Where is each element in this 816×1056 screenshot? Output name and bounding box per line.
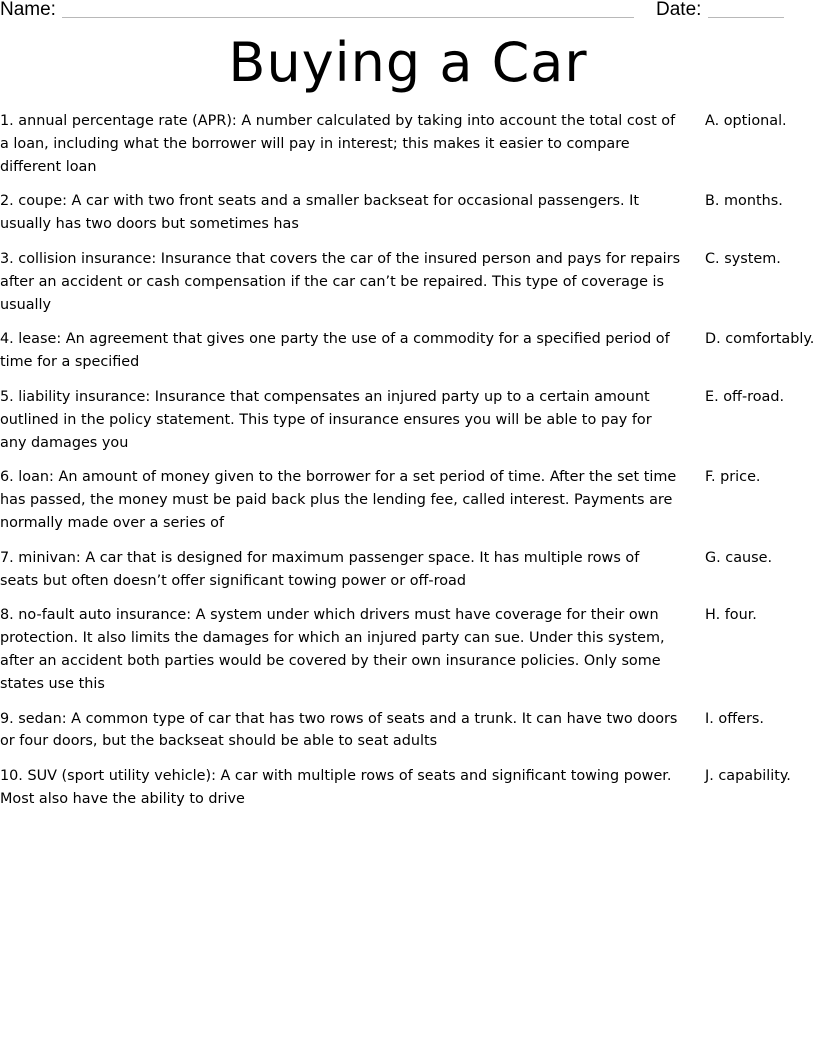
answer-choice: A. optional.	[705, 113, 787, 129]
answer-choice: J. capability.	[705, 768, 791, 785]
matching-row-1	[0, 110, 816, 178]
answer-choice: C. system.	[705, 250, 781, 267]
matching-row-9	[0, 708, 816, 754]
term-definition: 10. SUV (sport utility vehicle): A car with multiple rows of seats and significant towing power. Most also have the ability to drive	[0, 768, 672, 807]
answer-choice: H. four.	[705, 607, 757, 624]
term-definition: 6. loan: An amount of money given to the borrower for a set period of time. After the set time has passed, the money must be paid back plus the lending fee, called interest. Payments are normally made over a series of	[0, 469, 677, 531]
matching-row-10	[0, 765, 816, 811]
name-label: Name:	[0, 0, 56, 20]
matching-row-3	[0, 248, 816, 316]
matching-row-2	[0, 190, 816, 236]
answer-choice: G. cause.	[705, 549, 773, 566]
answer-choice: B. months.	[705, 193, 783, 210]
answer-choice: F. price.	[705, 469, 761, 486]
term-definition: 1. annual percentage rate (APR): A number calculated by taking into account the total cost of a loan, including what the borrower will pay in interest; this makes it easier to compare different loan	[0, 113, 676, 175]
term-definition: 5. liability insurance: Insurance that compensates an injured party up to a certain amount outlined in the policy statement. This type of insurance ensures you will be able to pay for any damages you	[0, 388, 652, 451]
answer-choice: D. comfortably.	[705, 331, 815, 348]
matching-row-5	[0, 386, 816, 454]
matching-row-7	[0, 547, 816, 593]
worksheet-header	[0, 0, 816, 24]
term-definition: 2. coupe: A car with two front seats and a smaller backseat for occasional passengers. It usually has two doors but sometimes has	[0, 193, 640, 233]
term-definition: 9. sedan: A common type of car that has two rows of seats and a trunk. It can have two doors or four doors, but the backseat should be able to seat adults	[0, 710, 678, 750]
date-blank-line[interactable]	[708, 17, 784, 18]
answer-choice: E. off-road.	[705, 388, 785, 405]
answer-choice: I. offers.	[705, 710, 764, 727]
matching-row-8	[0, 604, 816, 695]
matching-row-4	[0, 328, 816, 374]
term-definition: 8. no-fault auto insurance: A system under which drivers must have coverage for their own protection. It also limits the damages for which an injured party can sue. Under this system, after an accident both parties would be covered by their own insurance policies. Only some states use this	[0, 607, 665, 692]
term-definition: 4. lease: An agreement that gives one party the use of a commodity for a specified period of time for a specified	[0, 331, 670, 371]
name-blank-line[interactable]	[62, 17, 634, 18]
matching-list	[0, 110, 816, 823]
matching-row-6	[0, 466, 816, 534]
term-definition: 7. minivan: A car that is designed for maximum passenger space. It has multiple rows of seats but often doesn’t offer significant towing power or off-road	[0, 549, 640, 589]
term-definition: 3. collision insurance: Insurance that covers the car of the insured person and pays for repairs after an accident or cash compensation if the car can’t be repaired. This type of coverage is usually	[0, 250, 681, 313]
page-title: Buying a Car	[228, 31, 588, 94]
date-label: Date:	[656, 0, 702, 20]
